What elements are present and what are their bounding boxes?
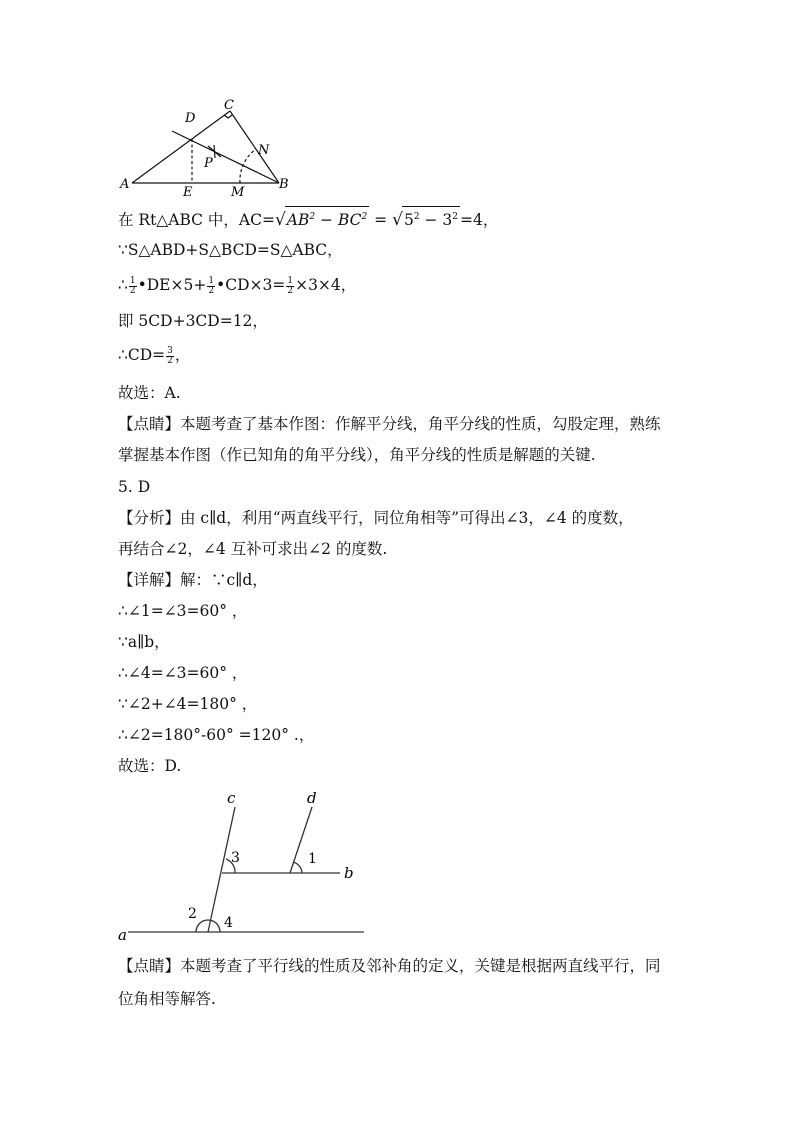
arc-mn <box>240 149 256 183</box>
sol4-line5: ∴CD= $\frac{3}{2}$ ， <box>118 345 191 366</box>
triangle-figure <box>114 94 304 196</box>
sol5-answer-heading: 5. D <box>118 478 151 496</box>
label-b: B <box>279 177 289 192</box>
line-c <box>208 807 235 932</box>
label-p: P <box>204 156 213 171</box>
sol4-line4: 即 5CD+3CD=12， <box>118 312 268 330</box>
label-c: C <box>224 98 234 113</box>
sol5-comment-line2: 位角相等解答. <box>118 990 216 1008</box>
sol5-step4: ∵∠2+∠4=180° ， <box>118 695 258 713</box>
sol5-step5: ∴∠2=180°-60° =120° .， <box>118 726 315 744</box>
label-angle-1: 1 <box>308 851 317 867</box>
right-angle-mark <box>224 115 232 118</box>
sol5-analysis-line1: 【分析】由 c∥d，利用“两直线平行，同位角相等”可得出∠3，∠4 的度数， <box>118 509 634 527</box>
arc-mark-2 <box>214 145 215 158</box>
sol5-detail-title: 【详解】解：∵c∥d， <box>118 571 268 589</box>
sol4-comment-line2: 掌握基本作图（作已知角的角平分线），角平分线的性质是解题的关键. <box>118 446 596 464</box>
label-angle-4: 4 <box>224 915 233 931</box>
sol4-answer: 故选：A. <box>118 384 181 402</box>
sol4-line1: 在 Rt△ABC 中，$AC=√AB^2 - BC^2 = √5^2 - 3^2 =4$， <box>118 206 498 230</box>
sol5-step6: 故选：D. <box>118 757 182 775</box>
sol5-step1: ∴∠1=∠3=60° ， <box>118 602 248 620</box>
label-angle-3: 3 <box>231 850 240 866</box>
sol5-comment-line1: 【点睛】本题考查了平行线的性质及邻补角的定义，关键是根据两直线平行，同 <box>118 957 661 975</box>
label-e: E <box>183 185 193 196</box>
parallel-lines-figure <box>114 785 374 945</box>
sol5-step3: ∴∠4=∠3=60° ， <box>118 664 248 682</box>
label-a: a <box>118 926 127 944</box>
sol5-step2: ∵a∥b， <box>118 633 170 651</box>
label-angle-2: 2 <box>188 906 197 922</box>
label-d: D <box>185 111 196 126</box>
label-c: c <box>227 789 236 807</box>
label-m: M <box>231 185 245 196</box>
sol4-comment-line1: 【点睛】本题考查了基本作图：作解平分线，角平分线的性质，勾股定理，熟练 <box>118 415 661 433</box>
angle-arc-1 <box>293 862 302 873</box>
label-d: d <box>307 789 317 807</box>
sol5-analysis-line2: 再结合∠2，∠4 互补可求出∠2 的度数. <box>118 540 388 558</box>
label-n: N <box>258 143 270 158</box>
segment-cb <box>230 111 279 183</box>
segment-ac <box>132 111 230 183</box>
sol4-line3: ∴ $\frac{1}{2}$ •DE×5+ $\frac{1}{2}$ •CD×3= $\frac{1}{2}$ ×3×4， <box>118 275 357 296</box>
label-a: A <box>120 177 130 192</box>
sol4-line2: ∵S△ABD+S△BCD=S△ABC， <box>118 241 343 259</box>
label-b: b <box>344 864 354 882</box>
